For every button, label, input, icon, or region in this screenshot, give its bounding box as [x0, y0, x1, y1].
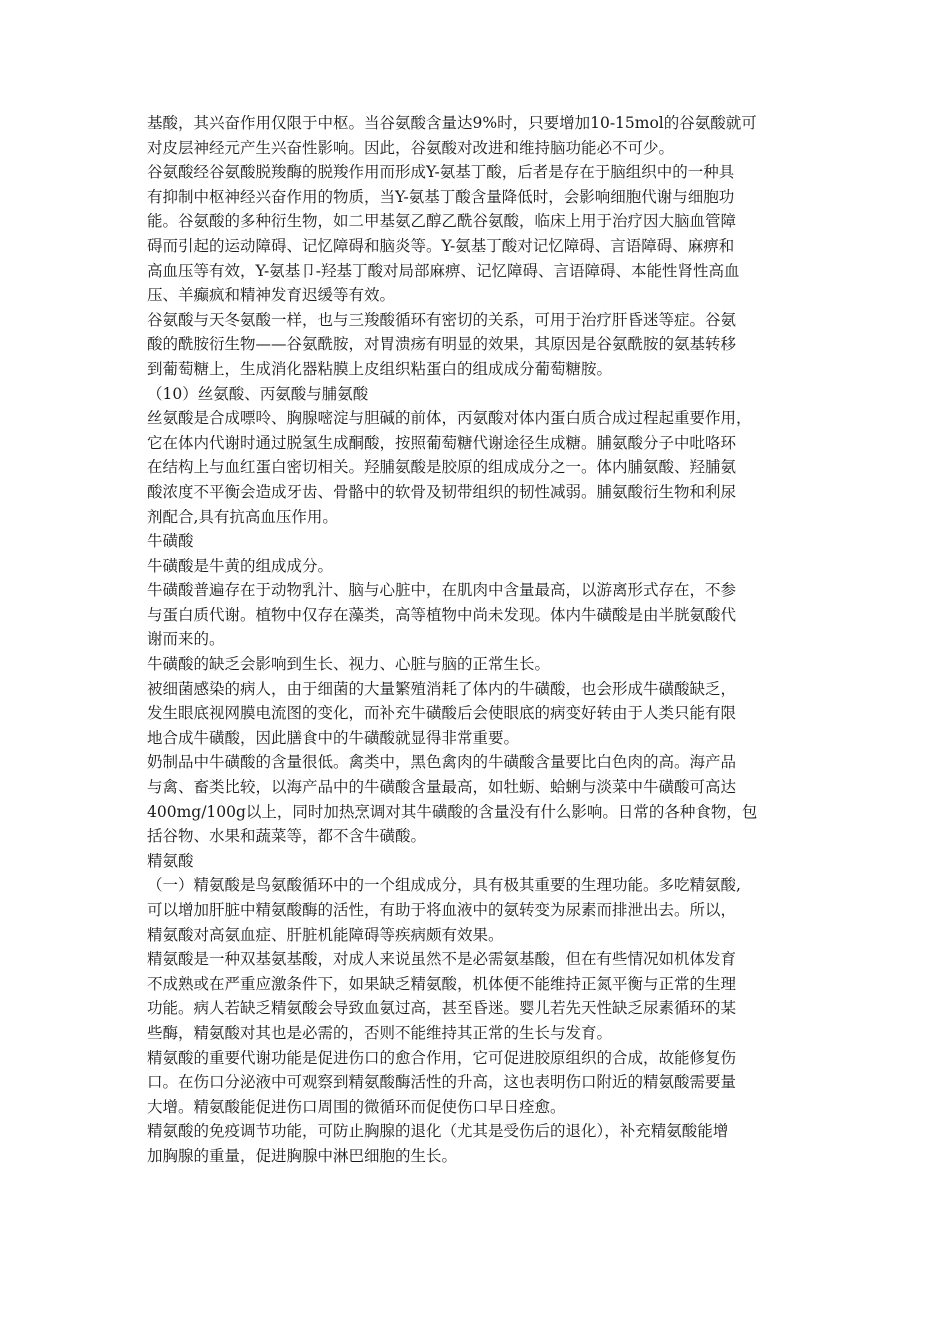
section-heading: 精氨酸: [147, 851, 194, 870]
text-line: 到葡萄糖上，生成消化器粘膜上皮组织粘蛋白的组成成分葡萄糖胺。: [147, 359, 613, 378]
text-line: 基酸，其兴奋作用仅限于中枢。当谷氨酸含量达9%时，只要增加10-15mol的谷氨酸就可: [147, 114, 757, 132]
text-line: 谷氨酸经谷氨酸脱羧酶的脱羧作用而形成Y-氨基丁酸，后者是存在于脑组织中的一种具: [147, 163, 735, 182]
text-line: 对皮层神经元产生兴奋性影响。因此，谷氨酸对改进和维持脑功能必不可少。: [147, 138, 675, 157]
text-line: 被细菌感染的病人，由于细菌的大量繁殖消耗了体内的牛磺酸，也会形成牛磺酸缺乏，: [147, 679, 737, 698]
text-line: 不成熟或在严重应激条件下，如果缺乏精氨酸，机体便不能维持正氮平衡与正常的生理: [147, 974, 737, 993]
text-line: 它在体内代谢时通过脱氢生成酮酸，按照葡萄糖代谢途径生成糖。脯氨酸分子中吡咯环: [147, 433, 737, 452]
text-line: 精氨酸对高氨血症、肝脏机能障碍等疾病颇有效果。: [147, 925, 504, 944]
text-line: 在结构上与血红蛋白密切相关。羟脯氨酸是胶原的组成成分之一。体内脯氨酸、羟脯氨: [147, 458, 737, 477]
text-line: （一）精氨酸是鸟氨酸循环中的一个组成成分，具有极其重要的生理功能。多吃精氨酸,: [147, 876, 741, 895]
text-line: 碍而引起的运动障碍、记忆障碍和脑炎等。Y-氨基丁酸对记忆障碍、言语障碍、麻痹和: [147, 236, 735, 255]
text-line: 谢而来的。: [147, 630, 225, 649]
text-line: 剂配合,具有抗高血压作用。: [147, 507, 338, 526]
text-line: 400mg/100g以上，同时加热烹调对其牛磺酸的含量没有什么影响。日常的各种食物，包: [147, 802, 758, 821]
section-heading: （10）丝氨酸、丙氨酸与脯氨酸: [147, 384, 369, 403]
text-line: 功能。病人若缺乏精氨酸会导致血氨过高，甚至昏迷。婴儿若先天性缺乏尿素循环的某: [147, 999, 737, 1018]
text-line: 能。谷氨酸的多种衍生物，如二甲基氨乙醇乙酰谷氨酸，临床上用于治疗因大脑血管障: [147, 212, 737, 231]
text-line: 高血压等有效，Y-氨基卩-羟基丁酸对局部麻痹、记忆障碍、言语障碍、本能性肾性高血: [147, 261, 740, 280]
text-line: 压、羊癫疯和精神发育迟缓等有效。: [147, 286, 396, 305]
document-body: [147, 111, 807, 1169]
text-line: 牛磺酸是牛黄的组成成分。: [147, 556, 334, 575]
text-line: 可以增加肝脏中精氨酸酶的活性，有助于将血液中的氨转变为尿素而排泄出去。所以，: [147, 901, 737, 919]
text-line: 丝氨酸是合成嘌呤、胸腺嘧淀与胆碱的前体，丙氨酸对体内蛋白质合成过程起重要作用，: [147, 409, 752, 428]
text-line: 牛磺酸的缺乏会影响到生长、视力、心脏与脑的正常生长。: [147, 655, 551, 674]
text-line: 奶制品中牛磺酸的含量很低。禽类中，黑色禽肉的牛磺酸含量要比白色肉的高。海产品: [147, 753, 737, 772]
text-line: 发生眼底视网膜电流图的变化，而补充牛磺酸后会使眼底的病变好转由于人类只能有限: [147, 704, 737, 723]
text-line: 精氨酸是一种双基氨基酸，对成人来说虽然不是必需氨基酸，但在有些情况如机体发育: [147, 950, 737, 969]
text-line: 些酶，精氨酸对其也是必需的，否则不能维持其正常的生长与发育。: [147, 1023, 613, 1042]
text-line: 谷氨酸与天冬氨酸一样，也与三羧酸循环有密切的关系，可用于治疗肝昏迷等症。谷氨: [147, 310, 737, 329]
text-line: 酸的酰胺衍生物——谷氨酰胺，对胃溃疡有明显的效果，其原因是谷氨酰胺的氨基转移: [147, 335, 737, 354]
text-line: 与蛋白质代谢。植物中仅存在藻类，高等植物中尚未发现。体内牛磺酸是由半胱氨酸代: [147, 605, 737, 624]
text-line: 牛磺酸普遍存在于动物乳汁、脑与心脏中，在肌肉中含量最高，以游离形式存在，不参: [147, 581, 737, 600]
section-heading: 牛磺酸: [147, 532, 194, 551]
text-line: 加胸腺的重量，促进胸腺中淋巴细胞的生长。: [147, 1146, 458, 1165]
text-line: 与禽、畜类比较，以海产品中的牛磺酸含量最高，如牡蛎、蛤蜊与淡菜中牛磺酸可高达: [147, 778, 737, 797]
text-line: 精氨酸的重要代谢功能是促进伤口的愈合作用，它可促进胶原组织的合成，故能修复伤: [147, 1048, 737, 1067]
text-line: 酸浓度不平衡会造成牙齿、骨骼中的软骨及韧带组织的韧性减弱。脯氨酸衍生物和利尿: [147, 482, 737, 501]
text-line: 口。在伤口分泌液中可观察到精氨酸酶活性的升高，这也表明伤口附近的精氨酸需要量: [147, 1073, 737, 1092]
text-line: 地合成牛磺酸，因此膳食中的牛磺酸就显得非常重要。: [147, 728, 520, 747]
text-line: 精氨酸的免疫调节功能，可防止胸腺的退化（尤其是受伤后的退化），补充精氨酸能增: [147, 1122, 729, 1141]
text-line: 有抑制中枢神经兴奋作用的物质，当Y-氨基丁酸含量降低时，会影响细胞代谢与细胞功: [147, 187, 735, 206]
text-line: 括谷物、水果和蔬菜等，都不含牛磺酸。: [147, 827, 427, 846]
text-line: 大增。精氨酸能促进伤口周围的微循环而促使伤口早日痊愈。: [147, 1097, 566, 1116]
